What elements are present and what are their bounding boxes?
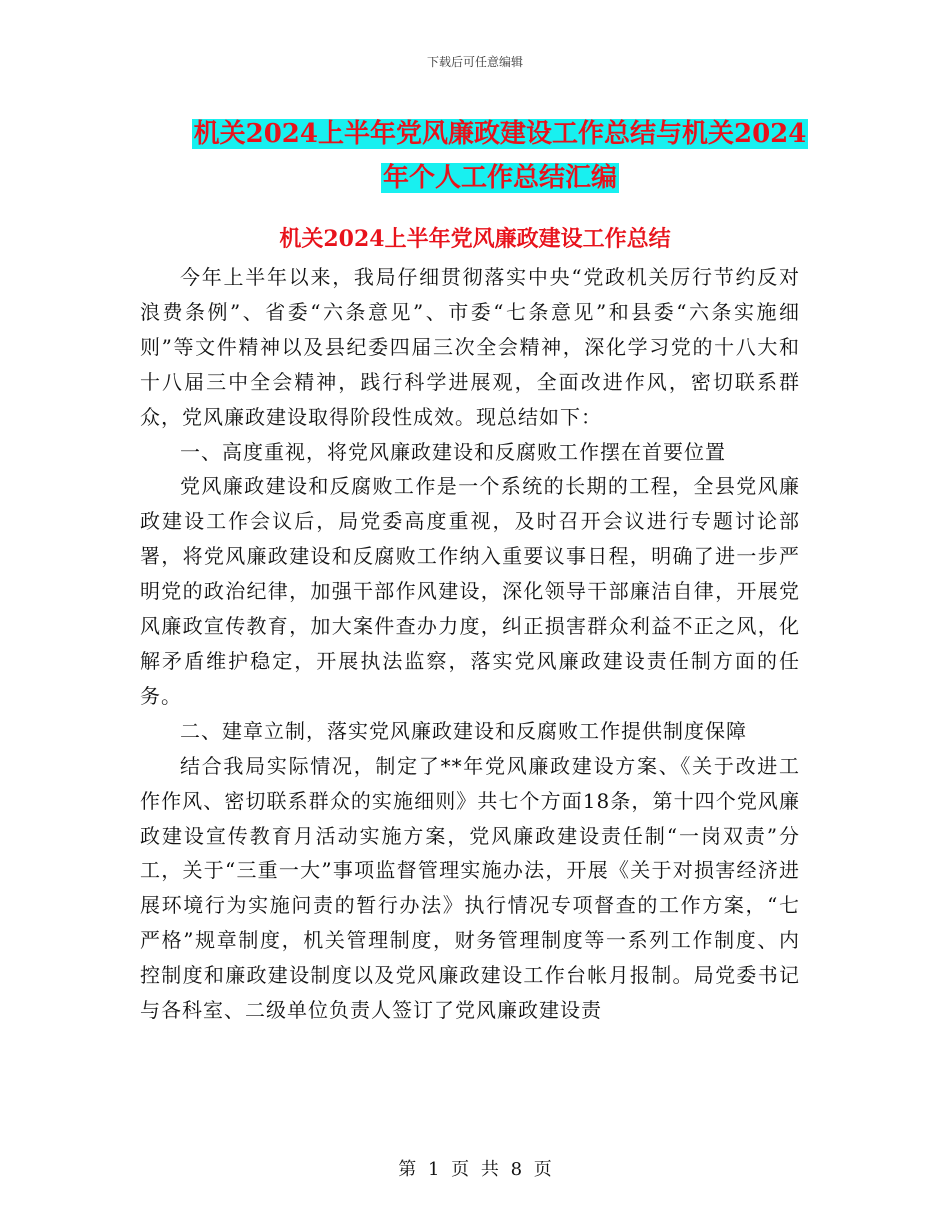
section-heading: 一、高度重视，将党风廉政建设和反腐败工作摆在首要位置: [180, 439, 726, 464]
body-text: [140, 260, 800, 1028]
title-line-2: 年个人工作总结汇编: [382, 163, 617, 193]
paragraph: 党风廉政建设和反腐败工作是一个系统的长期的工程，全县党风廉政建设工作会议后，局党委高度重视，及时召开会议进行专题讨论部署，将党风廉政建设和反腐败工作纳入重要议事日程，明确了进一步严明党的政治纪律，加强干部作风建设，深化领导干部廉洁自律，开展党风廉政宣传教育，加大案件查办力度，纠正损害群众利益不正之风，化解矛盾维护稳定，开展执法监察，落实党风廉政建设责任制方面的任务。: [140, 474, 800, 708]
section-heading: 二、建章立制，落实党风廉政建设和反腐败工作提供制度保障: [180, 718, 747, 743]
page-footer: 第 1 页 共 8 页: [398, 1159, 552, 1180]
paragraph: 今年上半年以来，我局仔细贯彻落实中央“党政机关厉行节约反对浪费条例”、省委“六条意见”、市委“七条意见”和县委“六条实施细则”等文件精神以及县纪委四届三次全会精神，深化学习党的十八大和十八届三中全会精神，践行科学进展观，全面改进作风，密切联系群众，党风廉政建设取得阶段性成效。现总结如下：: [140, 265, 800, 429]
document-title: [150, 112, 850, 200]
paragraph: 结合我局实际情况，制定了**年党风廉政建设方案、《关于改进工作作风、密切联系群众的实施细则》共七个方面18条，第十四个党风廉政建设宣传教育月活动实施方案，党风廉政建设责任制“一岗双责”分工，关于“三重一大”事项监督管理实施办法，开展《关于对损害经济进展环境行为实施问责的暂行办法》执行情况专项督查的工作方案，“七严格”规章制度，机关管理制度，财务管理制度等一系列工作制度、内控制度和廉政建设制度以及党风廉政建设工作台帐月报制。局党委书记与各科室、二级单位负责人签订了党风廉政建设责: [140, 753, 800, 1023]
header-note: 下载后可任意编辑: [426, 55, 523, 69]
section-title: 机关2024上半年党风廉政建设工作总结: [279, 226, 671, 252]
title-line-1: 机关2024上半年党风廉政建设工作总结与机关2024: [193, 119, 807, 149]
